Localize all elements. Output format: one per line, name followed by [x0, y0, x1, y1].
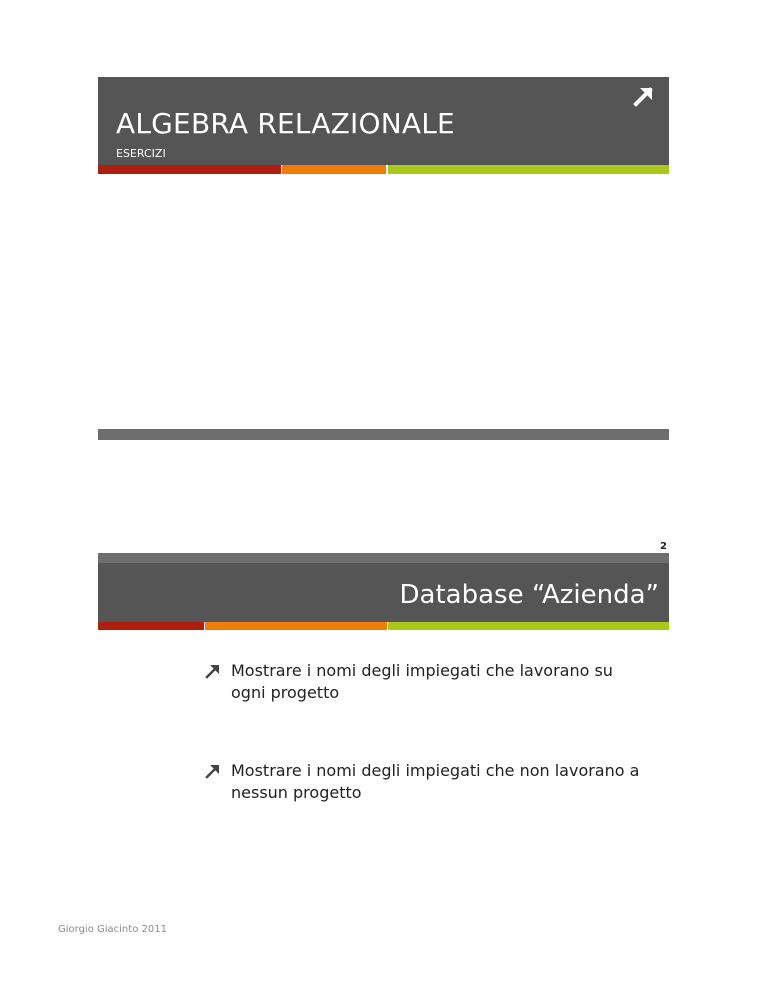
slide2-color-bars [98, 622, 669, 630]
list-item [205, 760, 655, 810]
green-bar [388, 165, 669, 174]
orange-bar [205, 622, 387, 630]
slide2-header [98, 563, 669, 622]
slide-number: 2 [660, 541, 667, 552]
diagonal-arrow-icon [205, 663, 221, 679]
red-bar [98, 165, 281, 174]
slide1-subtitle: ESERCIZI [116, 147, 166, 160]
slide1-color-bars [98, 165, 669, 174]
bullet-text: Mostrare i nomi degli impiegati che lavorano su ogni progetto [231, 661, 613, 702]
red-bar [98, 622, 204, 630]
slide1-header [98, 77, 669, 165]
slide1-footer-bar [98, 429, 669, 440]
bullet-text: Mostrare i nomi degli impiegati che non lavorano a nessun progetto [231, 761, 640, 802]
footer-credit: Giorgio Giacinto 2011 [58, 924, 167, 935]
green-bar [388, 622, 669, 630]
list-item [205, 660, 655, 710]
diagonal-arrow-icon [205, 763, 221, 779]
slide1-title: ALGEBRA RELAZIONALE [116, 107, 455, 140]
orange-bar [282, 165, 386, 174]
slide2-title: Database “Azienda” [399, 580, 659, 610]
slide2-top-bar [98, 553, 669, 563]
diagonal-arrow-icon [633, 85, 655, 107]
